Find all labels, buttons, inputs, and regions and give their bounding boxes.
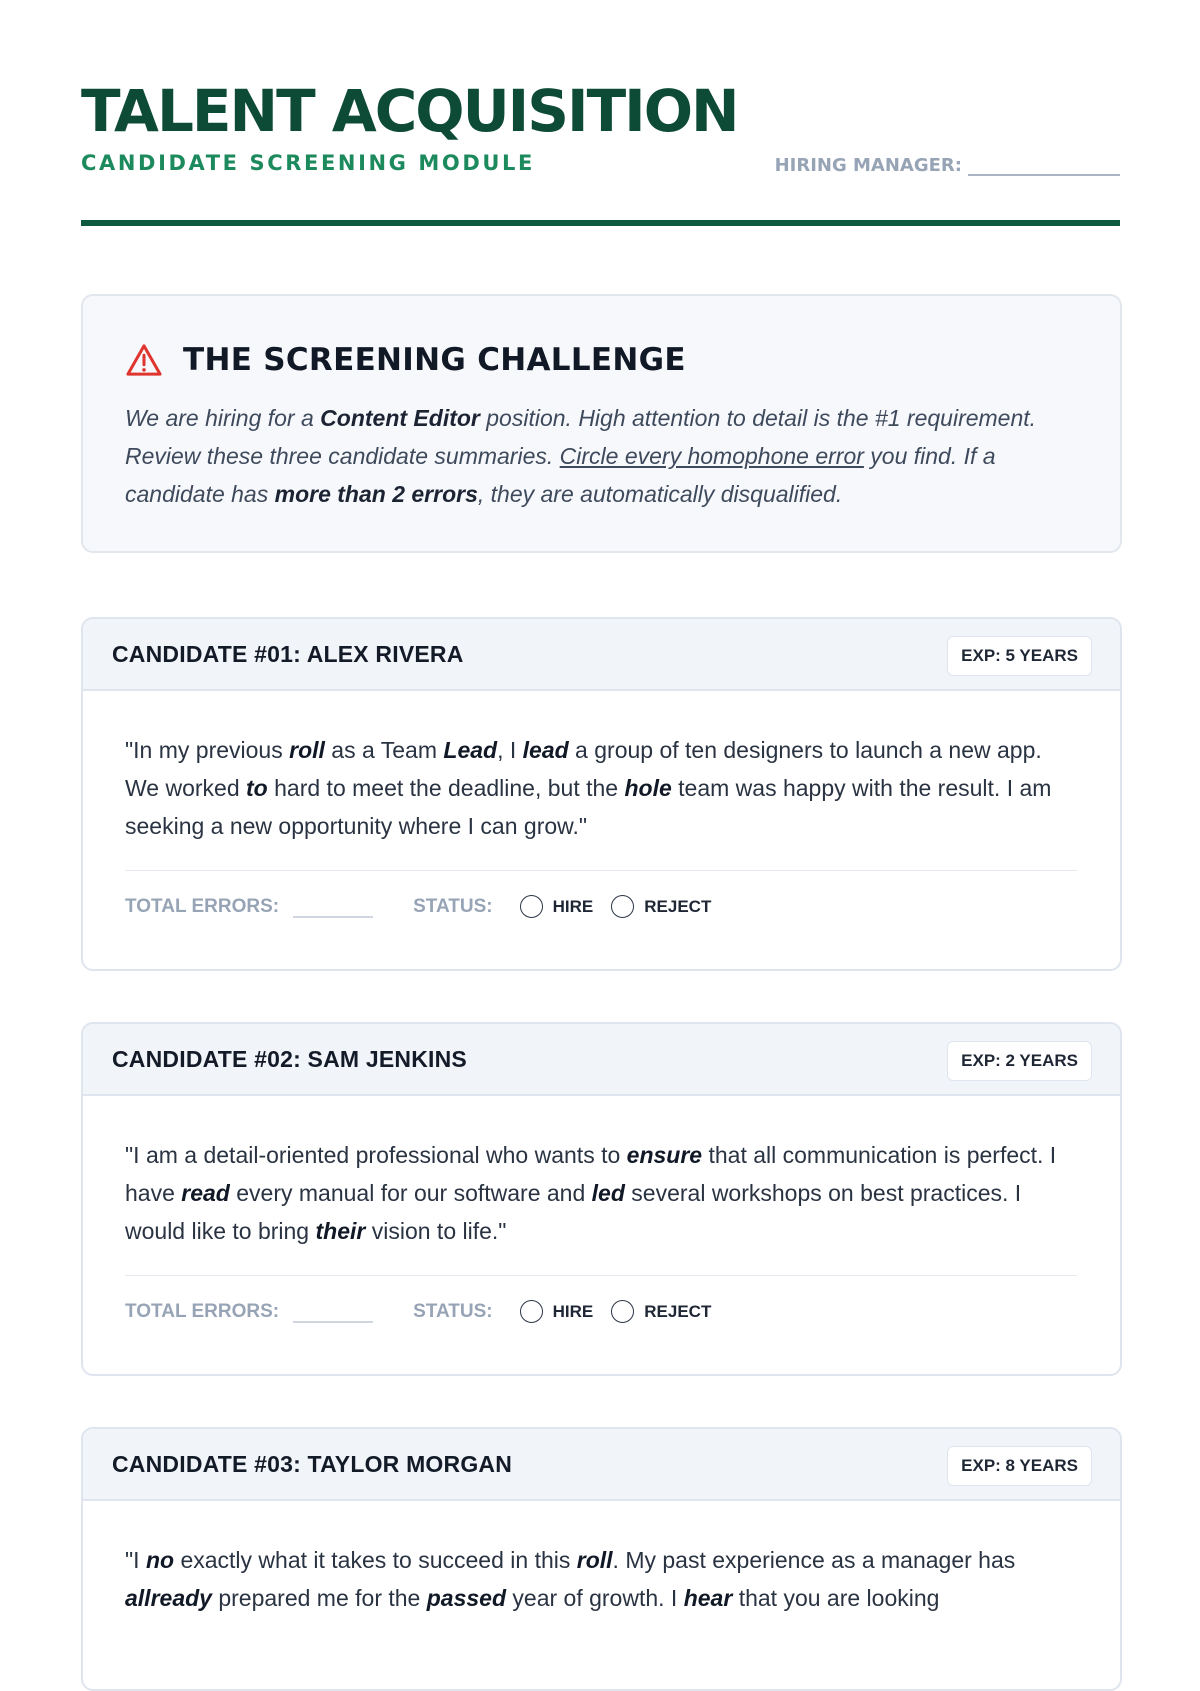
reject-radio[interactable] — [611, 895, 711, 918]
card-divider — [125, 870, 1077, 871]
summary-highlight[interactable]: hole — [624, 775, 672, 801]
page-subtitle: CANDIDATE SCREENING MODULE — [81, 151, 535, 175]
experience-badge: EXP: 5 YEARS — [947, 636, 1092, 676]
summary-text: "In my previous — [125, 737, 290, 763]
candidate-summary — [125, 1136, 1075, 1250]
summary-text: team was happy with the result. I am seeking a new opportunity where I can grow." — [125, 775, 1052, 839]
challenge-text-part: , they are automatically disqualified. — [477, 481, 843, 507]
summary-text: vision to life." — [365, 1218, 507, 1244]
summary-highlight[interactable]: their — [315, 1218, 366, 1244]
summary-text: hard to meet the deadline, but the — [267, 775, 625, 801]
card-divider — [125, 1275, 1077, 1276]
candidate-header — [83, 1024, 1120, 1096]
challenge-title: THE SCREENING CHALLENGE — [183, 342, 686, 378]
hire-radio[interactable] — [520, 895, 594, 918]
candidate-header — [83, 619, 1120, 691]
summary-text: a group of ten designers to launch a new app. We worked — [125, 737, 1042, 801]
challenge-box — [81, 294, 1122, 553]
summary-highlight[interactable]: roll — [576, 1547, 613, 1573]
candidate-name: CANDIDATE #03: TAYLOR MORGAN — [112, 1451, 513, 1477]
summary-highlight[interactable]: no — [145, 1547, 175, 1573]
challenge-text-underline: Circle every homophone error — [559, 443, 864, 469]
summary-highlight[interactable]: allready — [125, 1585, 212, 1611]
summary-text: prepared me for the — [211, 1585, 427, 1611]
summary-highlight[interactable]: ensure — [626, 1142, 703, 1168]
candidate-summary — [125, 731, 1075, 845]
card-footer — [125, 1300, 711, 1323]
summary-text: , I — [497, 737, 523, 763]
summary-highlight[interactable]: lead — [522, 737, 569, 763]
challenge-text-bold: more than 2 errors — [274, 481, 478, 507]
summary-highlight[interactable]: passed — [426, 1585, 507, 1611]
summary-highlight[interactable]: roll — [289, 737, 325, 763]
candidate-summary — [125, 1541, 1075, 1617]
card-footer — [125, 895, 711, 918]
radio-circle-icon[interactable] — [520, 895, 543, 918]
status-label: STATUS: — [413, 895, 493, 917]
total-errors-input[interactable] — [293, 1301, 373, 1323]
experience-badge: EXP: 2 YEARS — [947, 1041, 1092, 1081]
summary-text: "I am a detail-oriented professional who wants to — [125, 1142, 627, 1168]
summary-text: exactly what it takes to succeed in this — [174, 1547, 577, 1573]
summary-text: several workshops on best practices. I would like to bring — [125, 1180, 1022, 1244]
reject-label: REJECT — [644, 1301, 712, 1321]
reject-radio[interactable] — [611, 1300, 711, 1323]
hiring-manager-blank[interactable] — [968, 158, 1120, 176]
summary-highlight[interactable]: Lead — [443, 737, 498, 763]
header-divider — [81, 220, 1120, 226]
candidate-name: CANDIDATE #01: ALEX RIVERA — [112, 641, 464, 667]
candidate-card — [81, 1427, 1122, 1691]
experience-badge: EXP: 8 YEARS — [947, 1446, 1092, 1486]
header — [81, 0, 1120, 227]
summary-text: year of growth. I — [506, 1585, 684, 1611]
page-title: TALENT ACQUISITION — [81, 77, 738, 145]
summary-text: "I — [125, 1547, 146, 1573]
candidate-card — [81, 617, 1122, 971]
candidate-card — [81, 1022, 1122, 1376]
page — [81, 0, 1120, 1611]
radio-circle-icon[interactable] — [611, 1300, 634, 1323]
warning-triangle-icon — [125, 343, 163, 377]
challenge-header — [125, 342, 686, 378]
summary-text: that you are looking — [732, 1585, 940, 1611]
hire-label: HIRE — [552, 896, 594, 916]
hiring-manager-field[interactable] — [775, 155, 1120, 176]
summary-text: as a Team — [324, 737, 444, 763]
summary-highlight[interactable]: hear — [683, 1585, 733, 1611]
challenge-text-bold: Content Editor — [320, 405, 480, 431]
hire-radio[interactable] — [520, 1300, 594, 1323]
challenge-text — [125, 399, 1085, 513]
candidate-header — [83, 1429, 1120, 1501]
summary-highlight[interactable]: read — [181, 1180, 230, 1206]
status-label: STATUS: — [413, 1300, 493, 1322]
challenge-text-part: position. High attention to detail is the #1 requirement. Review these three candidate summaries. — [125, 405, 1037, 469]
summary-text: that all communication is perfect. I have — [125, 1142, 1057, 1206]
summary-highlight[interactable]: to — [246, 775, 268, 801]
total-errors-input[interactable] — [293, 896, 373, 918]
total-errors-label: TOTAL ERRORS: — [125, 1300, 280, 1322]
challenge-text-part: you find. If a candidate has — [125, 443, 996, 507]
hiring-manager-label: HIRING MANAGER: — [774, 155, 962, 176]
total-errors-label: TOTAL ERRORS: — [125, 895, 280, 917]
challenge-text-part: We are hiring for a — [125, 405, 321, 431]
summary-highlight[interactable]: led — [591, 1180, 625, 1206]
summary-text: . My past experience as a manager has — [612, 1547, 1016, 1573]
summary-text: every manual for our software and — [229, 1180, 592, 1206]
hire-label: HIRE — [552, 1301, 594, 1321]
candidate-name: CANDIDATE #02: SAM JENKINS — [112, 1046, 467, 1072]
reject-label: REJECT — [644, 896, 712, 916]
radio-circle-icon[interactable] — [611, 895, 634, 918]
radio-circle-icon[interactable] — [520, 1300, 543, 1323]
